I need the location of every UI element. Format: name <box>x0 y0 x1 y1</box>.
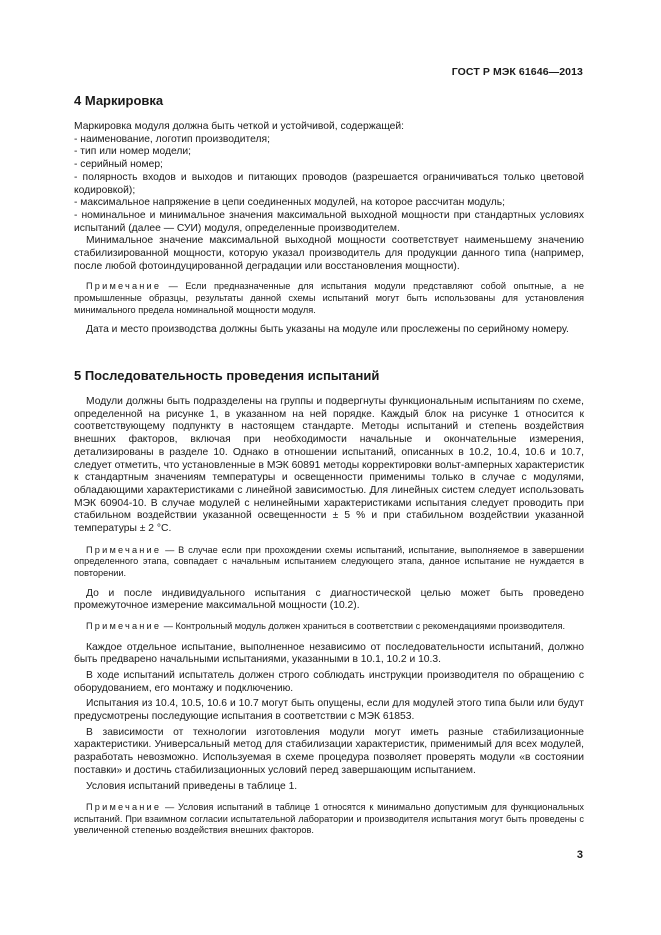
section-4-body <box>74 121 584 337</box>
paragraph-diagnostic: До и после индивидуального испытания с диагностической целью может быть проведено промежуточное измерение максимальной мощности (10.2). <box>74 587 584 612</box>
list-item: - серийный номер; <box>74 159 163 171</box>
paragraph-groups: Модули должны быть подразделены на группы и подвергнуты функциональным испытаниям по схеме, определенной на рисунке 1, в указанном на ней порядке. Каждый блок на рисунке 1 относится к соответствующему подпункту в настоящем стандарте. Методы испытаний и степень воздействия внешних факторов, включая при необходимости начальные и окончательные измерения, детализированы в разделе 10. Однако в отношении испытаний, описанных в 10.2, 10.4, 10.6 и 10.7, следует отметить, что установленные в МЭК 60891 методы корректировки вольт-амперных характеристик к стандартным значениям температуры и освещенности применимы только в случае с модулями, обладающими характеристиками с линейной зависимостью. Для линейных систем следует использовать МЭК 60904-10. В случае модулей с нелинейными характеристиками испытания следует проводить при стабильном воздействии указанной освещенности ± 5 % и при стабильном воздействии указанной температуры ± 2 °С. <box>74 396 584 535</box>
note-text: — Условия испытаний в таблице 1 относятся к минимально допустимым для функциональных испытаний. При взаимном согласии испытательной лаборатории и производителя испытания могут быть проведены с увеличенной степенью воздействия внешних факторов. <box>74 802 584 836</box>
section-4-title: 4 Маркировка <box>74 93 164 108</box>
note-control-module <box>74 621 584 633</box>
list-item: - полярность входов и выходов и питающих проводов (разрешается ограничиваться только цветовой кодировкой); <box>74 171 584 196</box>
section-5-title: 5 Последовательность проведения испытаний <box>74 368 380 383</box>
paragraph-table-ref: Условия испытаний приведены в таблице 1. <box>86 780 298 792</box>
note-marking <box>74 281 584 316</box>
section-4-intro: Маркировка модуля должна быть четкой и устойчивой, содержащей: <box>74 121 405 132</box>
page-number: 3 <box>576 849 583 861</box>
paragraph-instructions: В ходе испытаний испытатель должен строго соблюдать инструкции производителя по обращению с оборудованием, его монтажу и подключению. <box>74 669 584 694</box>
paragraph-individual-test: Каждое отдельное испытание, выполненное независимо от последовательности испытаний, должно быть предварено начальными испытаниями, указанными в 10.1, 10.2 и 10.3. <box>74 641 584 666</box>
list-item: - максимальное напряжение в цепи соединенных модулей, на которое рассчитан модуль; <box>74 197 505 209</box>
note-label: Примечание <box>86 802 162 813</box>
paragraph-date: Дата и место производства должны быть указаны на модуле или прослежены по серийному номеру. <box>86 324 569 336</box>
paragraph-stabilization: В зависимости от технологии изготовления модули могут иметь разные стабилизационные характеристики. Универсальный метод для стабилизации характеристик, применимый для всех модулей, разработать невозможно. Используемая в схеме процедура позволяет проверять модули «в состоянии поставки» и достичь стабилизационных условий перед завершающим испытанием. <box>74 726 584 776</box>
note-test-conditions <box>74 802 584 837</box>
section-5-body <box>74 396 584 837</box>
note-label: Примечание <box>86 620 162 631</box>
note-text: — Контрольный модуль должен храниться в соответствии с рекомендациями производителя. <box>161 620 566 631</box>
list-item: - тип или номер модели; <box>74 146 191 158</box>
paragraph-min-power: Минимальное значение максимальной выходной мощности соответствует наименьшему значению стабилизированной мощности, которую указал производитель для продукции данного типа (например, после любой фотоиндуцированной деградации или восстановления мощности). <box>74 235 584 272</box>
note-label: Примечание <box>86 281 162 292</box>
list-item: - наименование, логотип производителя; <box>74 133 270 145</box>
paragraph-omitted-tests: Испытания из 10.4, 10.5, 10.6 и 10.7 могут быть опущены, если для модулей этого типа были или будут предусмотрены последующие испытания в соответствии с МЭК 61853. <box>74 698 584 723</box>
document-code: ГОСТ Р МЭК 61646—2013 <box>451 66 583 78</box>
note-text: — В случае если при прохождении схемы испытаний, испытание, выполняемое в завершении определенного этапа, совпадает с начальным испытанием следующего этапа, данное испытание не нуждается в повторении. <box>74 544 584 578</box>
list-item: - номинальное и минимальное значения максимальной выходной мощности при стандартных условиях испытаний (далее — СУИ) модуля, определенные производителем. <box>74 209 584 234</box>
note-repeat <box>74 545 584 580</box>
note-label: Примечание <box>86 544 162 555</box>
note-text: — Если предназначенные для испытания модули представляют собой опытные, а не промышленные образцы, результаты данной схемы испытаний могут быть использованы для установления минимального предела номинальной мощности модуля. <box>74 281 584 315</box>
